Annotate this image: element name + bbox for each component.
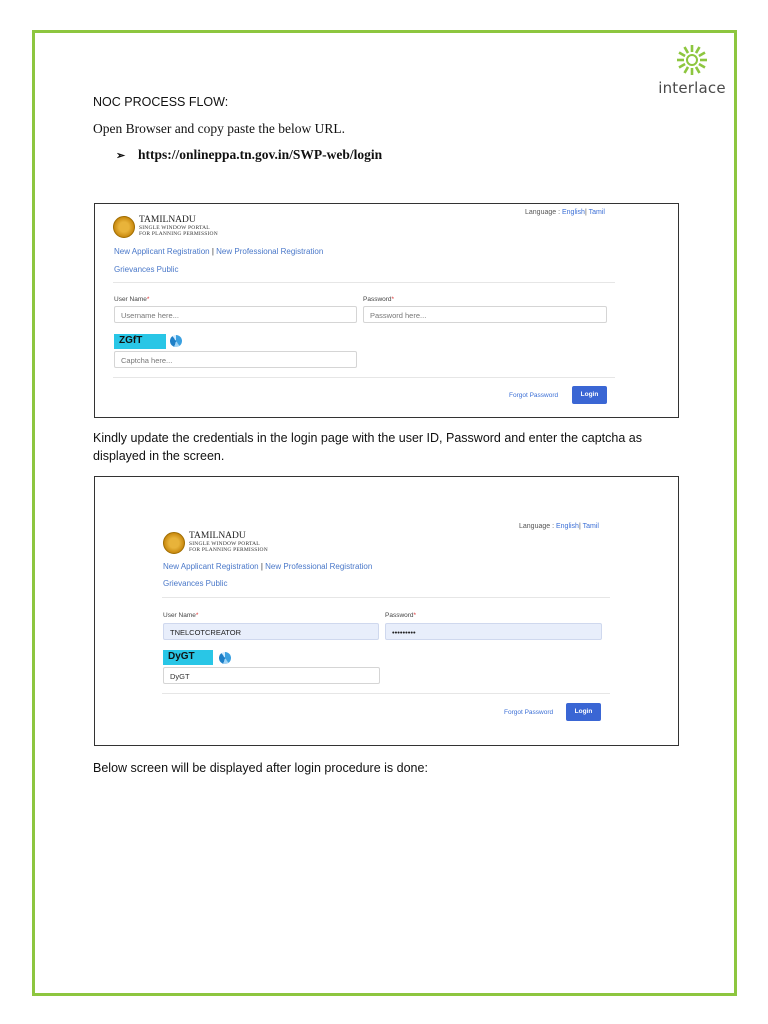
tamilnadu-emblem-icon [113,216,135,238]
refresh-captcha-icon[interactable] [219,652,231,664]
login-screenshot-filled [94,476,679,746]
arrow-bullet-icon: ➢ [116,150,126,162]
link-separator: | [258,562,266,571]
link-separator: | [209,247,217,256]
registration-links [163,562,372,571]
language-english-link[interactable]: English [555,523,579,530]
refresh-captcha-icon[interactable] [170,335,182,347]
portal-url: https://onlineppa.tn.gov.in/SWP-web/login [138,147,383,162]
forgot-password-link[interactable]: Forgot Password [509,392,559,399]
instruction-update-credentials: Kindly update the credentials in the login page with the user ID, Password and enter the captcha as [93,431,642,445]
instruction-open-browser: Open Browser and copy paste the below URL. [93,121,345,136]
new-professional-registration-link[interactable]: New Professional Registration [265,562,373,571]
instruction-update-credentials-cont: displayed in the screen. [93,449,225,463]
new-professional-registration-link[interactable]: New Professional Registration [216,247,324,256]
captcha-input[interactable]: Captcha here... [114,351,357,368]
login-screenshot-empty [94,203,679,418]
brand-subtitle-2: FOR PLANNING PERMISSION [189,547,268,553]
grievances-public-link[interactable]: Grievances Public [163,579,228,588]
interlace-logo [656,44,728,97]
language-separator: | [584,209,587,216]
forgot-password-link[interactable]: Forgot Password [504,709,554,716]
language-selector [519,523,599,530]
doc-heading: NOC PROCESS FLOW: [93,95,229,109]
language-english-link[interactable]: English [561,209,585,216]
new-applicant-registration-link[interactable]: New Applicant Registration [163,562,259,571]
language-tamil-link[interactable]: Tamil [586,209,605,216]
divider [113,377,615,378]
username-label: User Name* [114,296,150,303]
logo-text: interlace [658,79,726,97]
language-selector [525,209,605,216]
url-line [116,147,382,163]
username-input[interactable]: Username here... [114,306,357,323]
brand-title: TAMILNADU [139,215,196,225]
divider [162,597,610,598]
portal-brand [163,532,268,554]
password-input[interactable]: ••••••••• [385,623,602,640]
instruction-after-login: Below screen will be displayed after login procedure is done: [93,761,428,775]
captcha-image: ZGfT [114,334,166,349]
registration-links [114,247,323,256]
portal-brand [113,216,218,238]
brand-subtitle-1: SINGLE WINDOW PORTAL [189,541,260,547]
language-label: Language : [519,523,556,530]
language-label: Language : [525,209,562,216]
sunburst-logo-icon [675,44,709,76]
login-button[interactable]: Login [572,386,607,404]
captcha-input[interactable]: DyGT [163,667,380,684]
tamilnadu-emblem-icon [163,532,185,554]
brand-title: TAMILNADU [189,531,246,541]
divider [113,282,615,283]
new-applicant-registration-link[interactable]: New Applicant Registration [114,247,210,256]
username-input[interactable]: TNELCOTCREATOR [163,623,379,640]
password-label: Password* [363,296,395,303]
password-label: Password* [385,612,417,619]
brand-subtitle-1: SINGLE WINDOW PORTAL [139,225,210,231]
language-tamil-link[interactable]: Tamil [580,523,599,530]
language-separator: | [578,523,581,530]
divider [162,693,610,694]
username-label: User Name* [163,612,199,619]
password-input[interactable]: Password here... [363,306,607,323]
grievances-public-link[interactable]: Grievances Public [114,265,179,274]
captcha-image: DyGT [163,650,213,665]
brand-subtitle-2: FOR PLANNING PERMISSION [139,231,218,237]
login-button[interactable]: Login [566,703,601,721]
